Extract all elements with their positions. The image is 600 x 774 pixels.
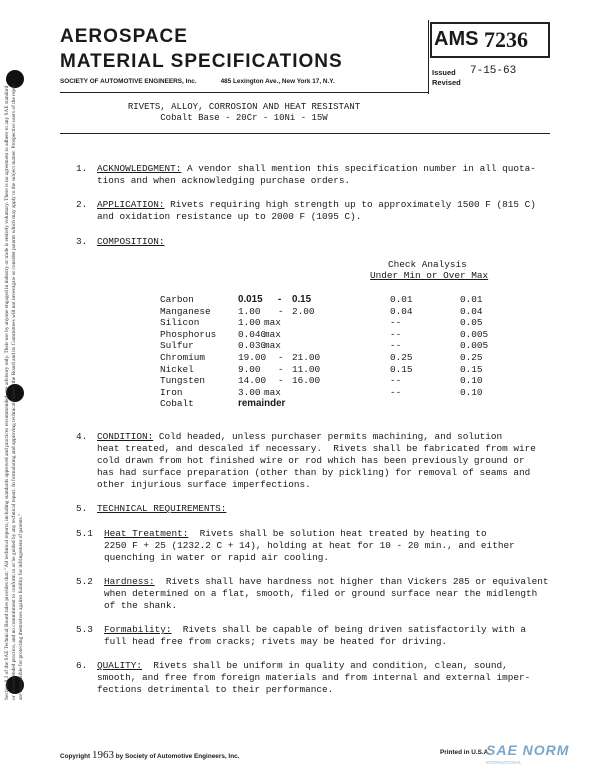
header-society [60,78,335,85]
section-number: 6. [76,660,88,671]
section-title: COMPOSITION: [97,236,165,247]
range-separator: - [278,294,282,305]
subject-line2: Cobalt Base - 20Cr - 10Ni - 15W [160,113,328,123]
element-name: Manganese [160,305,211,317]
min-value: 0.040 [238,328,267,340]
range-separator: max [264,328,281,340]
society-name: SOCIETY OF AUTOMOTIVE ENGINEERS, Inc. [60,78,197,85]
section-title: Hardness: [104,576,155,587]
section-title: ACKNOWLEDGMENT: [97,163,182,174]
footer-printed: Printed in U.S.A. [440,749,491,756]
copyright-owner: by Society of Automotive Engineers, Inc. [115,753,240,760]
section-number: 2. [76,199,88,210]
section-quality [97,660,508,672]
subject-rule [60,133,550,134]
ams-number: 7236 [484,27,528,52]
section-text: quenching in water or rapid air cooling. [104,552,330,563]
element-name: Phosphorus [160,328,217,340]
range-separator: - [278,363,284,375]
check-over-max: 0.15 [460,363,483,375]
min-value: 19.00 [238,352,267,363]
section-text: and oxidation resistance up to 2000 F (1095 C). [97,211,362,222]
section-number: 4. [76,431,88,442]
check-under-min: -- [390,317,402,329]
society-address: 485 Lexington Ave., [220,78,281,85]
section-heat-treatment [104,528,487,540]
section-formability [104,624,526,636]
max-value: 16.00 [292,375,321,387]
element-name: Carbon [160,294,194,305]
check-over-max: 0.10 [460,386,483,398]
check-over-max: 0.05 [460,317,483,329]
check-over-max: 0.25 [460,352,483,363]
max-value: 0.15 [292,294,312,305]
check-under-min: 0.01 [390,294,413,305]
section-number: 1. [76,163,88,174]
section-number: 5.3 [76,624,93,635]
section-text: Rivets shall be solution heat treated by heating to [188,528,487,539]
section-application [97,199,536,211]
section-text: Rivets requiring high strength up to approximately 1500 F (815 C) [164,199,536,210]
section-number: 5.1 [76,528,93,539]
margin-disclaimer: Section 8.3 of the SAE Technical Board rules provides that: "All technical reports, including standards approved and practices recommended, are advisory only. Their use by anyone engaged in industry or trade is entirely voluntary. There is no agreement to adhere to any SAE standard or recommended practice, and no commitment to conform to or be guided by any technical report. In formulating and approving technical reports, the Board and its Committees will not investigate or consider patents which may apply to the subject matter. Prospective users of the report are responsible for protecting themselves against liability for infringement of patents." [4,82,25,700]
section-text: smooth, and free from foreign materials and from internal and external imper- [97,672,531,683]
element-name: Silicon [160,317,200,329]
check-under-min: 0.15 [390,363,413,375]
revised-label: Revised [432,78,461,87]
min-value: 14.00 [238,375,267,387]
check-over-max: 0.005 [460,328,489,340]
min-value: remainder [238,398,286,410]
sae-norm-logo-sub: INTERNATIONAL [486,760,522,765]
check-over-max: 0.005 [460,340,489,352]
element-name: Cobalt [160,398,194,410]
section-title: TECHNICAL REQUIREMENTS: [97,503,227,514]
check-under-min: -- [390,328,402,340]
section-number: 5. [76,503,88,514]
header-rule [60,92,428,93]
ams-label: AMS [434,28,479,50]
range-separator: max [264,317,281,329]
element-name: Nickel [160,363,194,375]
copyright-year: 1963 [91,749,114,761]
section-title: Heat Treatment: [104,528,189,539]
sae-norm-logo: SAE NORM [486,742,570,758]
min-value: 0.030 [238,340,267,352]
section-number: 3. [76,236,88,247]
section-text: cold drawn from hot finished wire or rod which has been previously ground or [97,455,525,466]
range-separator: - [278,375,284,387]
max-value: 2.00 [292,305,315,317]
issued-date: 7-15-63 [470,65,517,77]
range-separator: max [264,386,281,398]
section-text: 2250 F + 25 (1232.2 C + 14), holding at heat for 10 - 20 min., and either [104,540,515,551]
section-title: QUALITY: [97,660,143,671]
section-number: 5.2 [76,576,93,587]
check-under-min: 0.04 [390,305,413,317]
check-under-min: -- [390,340,402,352]
section-text: of the shank. [104,600,178,611]
min-value: 1.00 [238,305,261,317]
check-over-max: 0.10 [460,375,483,387]
section-title: APPLICATION: [97,199,165,210]
header-title-aerospace: AEROSPACE [60,26,188,47]
element-name: Chromium [160,352,206,363]
element-name: Sulfur [160,340,194,352]
min-value: 0.015 [238,294,263,305]
section-text: fections detrimental to their performance. [97,684,334,695]
section-text: heat treated, and descaled if necessary. Rivets shall be fabricated from wire [97,443,536,454]
element-name: Iron [160,386,183,398]
max-value: 11.00 [292,363,321,375]
society-city: New York 17, N.Y. [281,78,335,85]
section-hardness [104,576,548,588]
footer-copyright [60,749,239,761]
check-under-min: -- [390,375,402,387]
element-name: Tungsten [160,375,206,387]
check-under-min: 0.25 [390,352,413,363]
section-text: when determined on a flat, smooth, filed or ground surface near the midlength [104,588,538,599]
min-value: 9.00 [238,363,261,375]
header-title-specifications: MATERIAL SPECIFICATIONS [60,51,343,72]
check-over-max: 0.04 [460,305,483,317]
check-over-max: 0.01 [460,294,483,305]
section-title: CONDITION: [97,431,154,442]
range-separator: max [264,340,281,352]
section-title: Formability: [104,624,172,635]
check-analysis-header: Check Analysis [388,259,467,270]
section-condition [97,431,502,443]
subject-line1: RIVETS, ALLOY, CORROSION AND HEAT RESISTANT [127,102,361,112]
section-text: has had surface preparation (other than by pickling) for removal of seams and [97,467,531,478]
issued-label: Issued [432,68,456,77]
section-text: A vendor shall mention this specification number in all quota- [181,163,536,174]
header-divider [428,20,429,94]
max-value: 21.00 [292,352,321,363]
section-text: Rivets shall be capable of being driven satisfactorily with a [171,624,526,635]
section-text: full head free from cracks; rivets may be heated for driving. [104,636,448,647]
range-separator: - [278,305,284,317]
section-text: other injurious surface imperfections. [97,479,311,490]
check-analysis-subheader: Under Min or Over Max [370,270,489,281]
range-separator: - [278,352,284,363]
section-acknowledgment [97,163,536,175]
section-text: Rivets shall have hardness not higher than Vickers 285 or equivalent [154,576,549,587]
min-value: 3.00 [238,386,261,398]
min-value: 1.00 [238,317,261,329]
section-text: Rivets shall be uniform in quality and condition, clean, sound, [142,660,508,671]
section-text: Cold headed, unless purchaser permits machining, and solution [153,431,503,442]
section-text: tions and when acknowledging purchase orders. [97,175,351,186]
check-under-min: -- [390,386,402,398]
copyright-label: Copyright [60,753,91,760]
